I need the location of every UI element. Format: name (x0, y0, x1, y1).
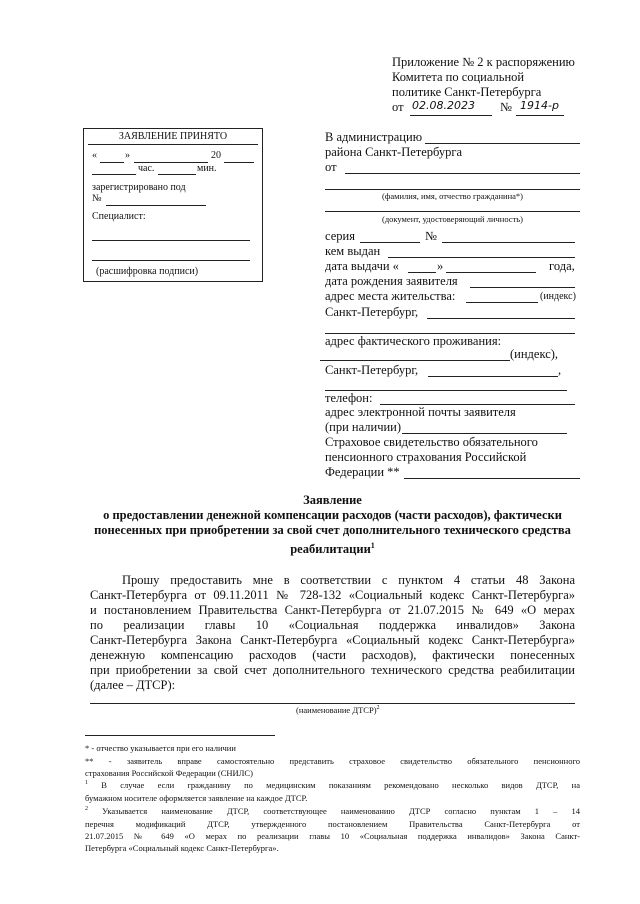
residence-label: адрес места жительства: (325, 289, 456, 303)
snils-label-3: Федерации ** (325, 465, 400, 479)
doc-title: Заявление (303, 493, 362, 507)
actual-address-label: адрес фактического проживания: (325, 334, 502, 348)
footnote-3-marker: 1 (85, 780, 88, 787)
dtsr-caption-text: (наименование ДТСР) (296, 705, 377, 715)
footnote-4c: 21.07.2015 № 649 «О мерах по реализации главы 10 «Социальная поддержка инвалидов» Закона Санкт- (85, 831, 580, 841)
spb-label-2: Санкт-Петербург, (325, 363, 419, 377)
stamp-box (83, 128, 263, 282)
appendix-number: 1914-р (520, 99, 559, 112)
body-line-3: и постановлением Правительства Санкт-Петербурга от 21.07.2015 № 649 «О мерах (90, 603, 575, 617)
stamp-no: № (92, 193, 102, 204)
stamp-quote-close: » (125, 150, 130, 161)
series-label: серия (325, 229, 355, 243)
body-line-6: денежную компенсацию расходов (части расходов), фактически понесенных (90, 648, 575, 662)
issued-by-label: кем выдан (325, 244, 381, 258)
issue-date-close: » (437, 259, 444, 273)
doc-heading-line-3 (80, 538, 585, 557)
stamp-title: ЗАЯВЛЕНИЕ ПРИНЯТО (118, 131, 228, 142)
footnote-2a: ** - заявитель вправе самостоятельно представить страховое свидетельство обязательного пенсионного (85, 756, 580, 766)
appendix-line-3: политике Санкт-Петербурга (392, 85, 542, 99)
doc-heading-line-2: понесенных при приобретении за свой счет дополнительного технического средства (94, 523, 571, 537)
doc-heading-line-3-text: реабилитации (290, 542, 371, 557)
snils-label-1: Страховое свидетельство обязательного (325, 435, 538, 449)
footnote-1: * - отчество указывается при его наличии (85, 743, 236, 753)
body-line-8: (далее – ДТСР): (90, 678, 176, 692)
footnote-3a (85, 780, 580, 790)
dtsr-caption (296, 705, 380, 715)
from-label: от (325, 160, 337, 174)
index-label: (индекс) (540, 291, 576, 302)
body-line-1: Прошу предоставить мне в соответствии с пунктом 4 статьи 48 Закона (122, 573, 575, 587)
stamp-quote-open: « (92, 150, 97, 161)
footnote-4d: Петербурга «Социальный кодекс Санкт-Петербурга». (85, 843, 279, 853)
footnote-2b: страхования Российской Федерации (СНИЛС) (85, 768, 253, 778)
fio-caption: (фамилия, имя, отчество гражданина*) (382, 191, 523, 201)
stamp-specialist: Специалист: (92, 211, 146, 222)
footnote-3b: бумажном носителе оформляется заявление на каждое ДТСР. (85, 793, 308, 803)
body-line-5: Санкт-Петербурга Закона Санкт-Петербурга «Социальный кодекс Санкт-Петербурга» (90, 633, 575, 647)
appendix-line-2: Комитета по социальной (392, 70, 525, 84)
stamp-signature-caption: (расшифровка подписи) (96, 266, 199, 277)
appendix-from-label: от (392, 100, 404, 114)
document-caption: (документ, удостоверяющий личность) (382, 214, 523, 224)
appendix-number-label: № (500, 100, 512, 114)
phone-label: телефон: (325, 391, 373, 405)
year-label: года, (549, 259, 575, 273)
body-line-2: Санкт-Петербурга от 09.11.2011 № 728-132 «Социальный кодекс Санкт-Петербурга» (90, 588, 575, 602)
stamp-minutes: мин. (197, 163, 217, 174)
comma-label: , (558, 363, 562, 377)
district-label: района Санкт-Петербурга (325, 145, 463, 159)
email-label-2: (при наличии) (325, 420, 402, 434)
heading-footnote-ref: 1 (370, 541, 375, 550)
dtsr-footnote-ref: 2 (376, 705, 380, 712)
footnote-4b: перечня модификаций ДТСР, утвержденного постановлением Правительства Санкт-Петербурга от (85, 819, 580, 829)
footnote-4a-text: Указывается наименование ДТСР, соответствующее наименованию ДТСР согласно пунктам 1 – 14 (102, 806, 580, 816)
footnote-4a (85, 806, 580, 816)
appendix-line-1: Приложение № 2 к распоряжению (392, 55, 575, 69)
stamp-hours: час. (138, 163, 155, 174)
email-label-1: адрес электронной почты заявителя (325, 405, 516, 419)
birth-date-label: дата рождения заявителя (325, 274, 458, 288)
body-line-4: по реализации главы 10 «Социальная поддержка инвалидов» Закона (90, 618, 575, 632)
spb-label: Санкт-Петербург, (325, 305, 419, 319)
doc-number-label: № (425, 229, 437, 243)
footnote-3a-text: В случае если гражданину по медицинским показаниям рекомендовано несколько видов ДТСР, на (101, 780, 580, 790)
to-administration: В администрацию (325, 130, 423, 144)
issue-date-label: дата выдачи « (325, 259, 399, 273)
footnote-4-marker: 2 (85, 806, 88, 813)
body-line-7: при приобретении за свой счет дополнительного технического средства реабилитации (90, 663, 575, 677)
appendix-date: 02.08.2023 (412, 99, 475, 112)
snils-label-2: пенсионного страхования Российской (325, 450, 527, 464)
doc-heading-line-1: о предоставлении денежной компенсации расходов (части расходов), фактически (103, 508, 562, 522)
index-label-2: (индекс), (510, 347, 559, 361)
stamp-registered: зарегистрировано под (92, 182, 186, 193)
stamp-year-prefix: 20 (211, 150, 221, 161)
